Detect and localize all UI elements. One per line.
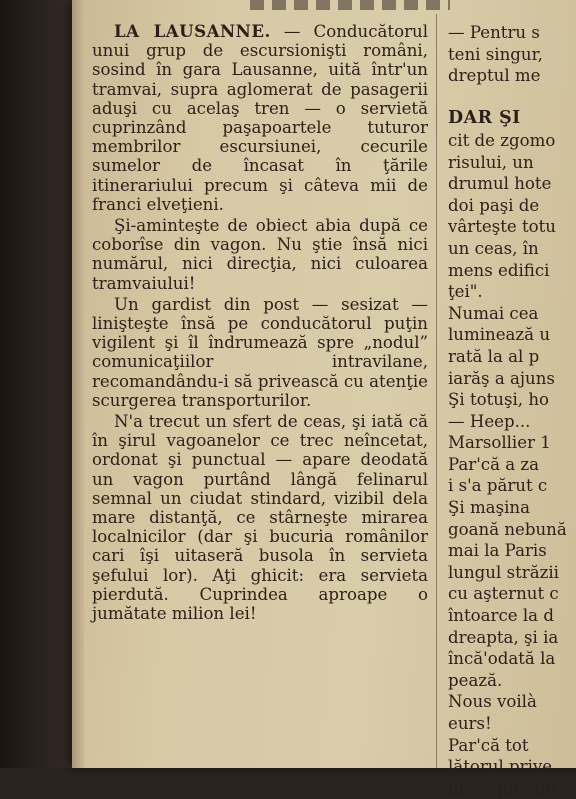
right-column-line: doi paşi de — [448, 195, 540, 215]
right-column-line: dreptul me — [448, 66, 541, 86]
right-column-line: cu aşternut c — [448, 584, 559, 604]
right-column-line: cit de zgomo — [448, 130, 556, 150]
right-column-line: pează. — [448, 670, 503, 690]
right-column-line: încă'odată la — [448, 649, 556, 669]
right-column-line: lătorul prive — [448, 757, 553, 777]
right-column-line: iarăş a ajuns — [448, 368, 555, 388]
right-column-line: eurs! — [448, 714, 492, 733]
article-left-column — [92, 22, 428, 625]
column-divider — [436, 14, 437, 768]
right-column-line: Par'că a za — [448, 454, 540, 474]
right-column-line: Marsollier 1 — [448, 433, 551, 453]
right-column-line: Şi maşina — [448, 498, 530, 518]
right-headline: DAR ŞI — [448, 108, 521, 129]
article-paragraph — [92, 22, 428, 214]
right-column-line: mens edifici — [448, 260, 550, 280]
right-column-line: teni singur, — [448, 44, 543, 64]
right-column-line: un ceas, în — [448, 238, 539, 258]
right-column-line: Par'că tot — [448, 735, 529, 755]
article-right-column — [448, 22, 576, 799]
article-paragraph: Şi-aminteşte de obiect abia după ce coborîse din vagon. Nu ştie însă nici numărul, nici direcţia, nici culoarea tramvaiului! — [92, 216, 428, 293]
right-column-line: — Heep... — [448, 411, 531, 431]
right-column-line: drumul hote — [448, 174, 552, 194]
right-column-line: Nous voilà — [448, 692, 537, 712]
right-column-line: — Pentru s — [448, 23, 540, 42]
right-column-line: Şi totuşi, ho — [448, 390, 550, 410]
right-column-line: dreapta, şi ia — [448, 627, 559, 647]
right-column-line — [448, 87, 576, 109]
right-column-line: goană nebună — [448, 519, 567, 539]
right-column-line: vârteşte totu — [448, 217, 556, 237]
paper-edge — [72, 0, 84, 768]
right-column-line: ţei". — [448, 282, 483, 302]
article-paragraph: N'a trecut un sfert de ceas, şi iată că în şirul vagoanelor ce trec neîncetat, ordonat şi punctual — apare deodată un vagon purtând lângă felinarul semnal un ciudat stindard, vizibil dela mare distanţă, ce stârneşte mirarea localnicilor (dar şi bucuria românilor cari îşi uitaseră busola în servieta şefului lor). Aţi ghicit: era servieta pierdută. Cuprindea aproape o jumătate milion lei! — [92, 412, 428, 624]
right-column-line: întoarce la d — [448, 606, 554, 626]
top-cut-text-strip — [250, 0, 450, 10]
right-column-line: împrejur, apr — [448, 778, 559, 798]
article-paragraph: Un gardist din post — sesizat — linişteşte însă pe conducătorul puţin vigilent şi îl îndrumează spre „nodul” comunicaţiilor intravilane, recomandându-i să privească cu atenţie scurgerea transporturilor. — [92, 294, 428, 410]
article-headline: LA LAUSANNE. — [114, 21, 271, 41]
right-column-line: lungul străzii — [448, 562, 559, 582]
right-column-line: Numai cea — [448, 303, 539, 323]
dark-background — [0, 0, 72, 768]
article-text: — Conducătorul unui grup de escursionişti români, sosind în gara Lausanne, uită într'un tramvai, supra aglomerat de pasagerii aduşi cu acelaş tren — o servietă cuprinzând paşapoartele tuturor membrilor escursiunei, cecurile sumelor de încasat în ţările itinerariului precum şi câteva mii de franci elveţieni. — [92, 22, 428, 214]
right-column-line: luminează u — [448, 325, 551, 345]
right-column-line: risului, un — [448, 152, 534, 172]
right-column-line: rată la al p — [448, 346, 540, 366]
right-column-line: mai la Paris — [448, 541, 547, 561]
right-column-line: i s'a părut c — [448, 476, 548, 496]
